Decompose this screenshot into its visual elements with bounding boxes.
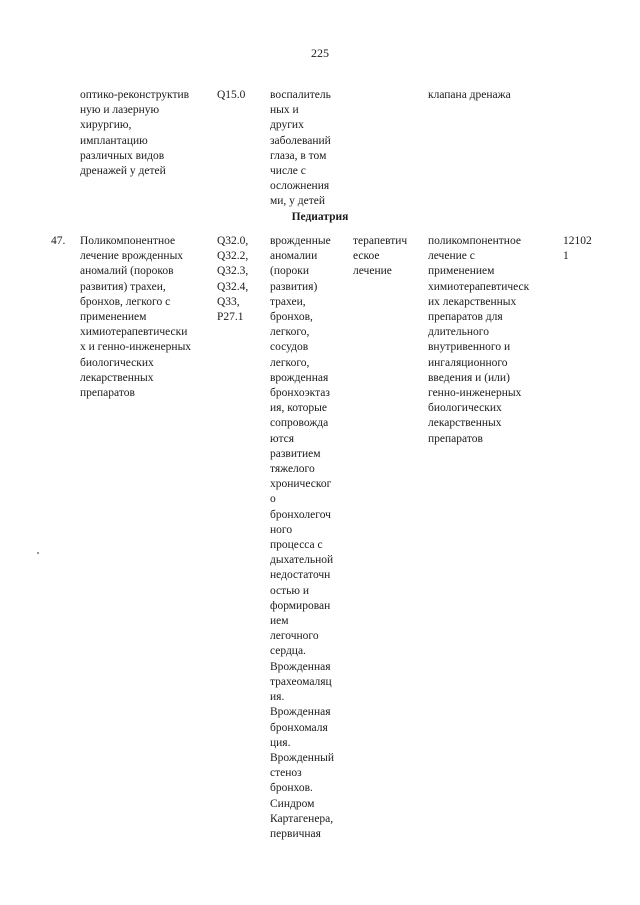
codes-cell: Q32.0, Q32.2, Q32.3, Q32.4, Q33, P27.1 [217,235,249,324]
treatment-method-cell: поликомпонентное лечение с применением химиотерапевтическ их лекарственных препаратов для длительного внутривенного и ингаляционного введения и (или) генно-инженерных биологических лекарственных препаратов [428,235,530,445]
continuation-diagnosis-cell: воспалитель ных и других заболеваний глаза, в том числе с осложнения ми, у детей [270,89,331,208]
continuation-codes-cell: Q15.0 [217,89,246,101]
section-title: Педиатрия [291,211,349,223]
cost-cell: 12102 1 [563,235,592,263]
diagnosis-cell: врожденные аномалии (пороки развития) трахеи, бронхов, легкого, сосудов легкого, врожденная бронхоэктаз ия, которые сопровожда ются развитием тяжелого хроническог о бронхолегоч ного процесса с дыхательной недостаточн остью и формирован ием легочного сердца. Врожденная трахеомаляц ия. Врожденная бронхомаля ция. Врожденный стеноз бронхов. Синдром Картагенера, первичная [270,235,334,840]
treatment-type-cell: терапевтич еское лечение [353,235,408,278]
row-number-cell: 47. [51,235,66,247]
page-number: 225 [311,46,329,60]
method-cell: Поликомпонентное лечение врожденных аномалий (пороков развития) трахеи, бронхов, легкого с применением химиотерапевтически х и генно-инженерных биологических лекарственных препаратов [80,235,192,400]
continuation-method-cell: оптико-реконструктив ную и лазерную хирургию, имплантацию различных видов дренажей у детей [80,89,190,178]
continuation-treatment-method-cell: клапана дренажа [428,89,511,101]
scan-speck [37,552,39,554]
